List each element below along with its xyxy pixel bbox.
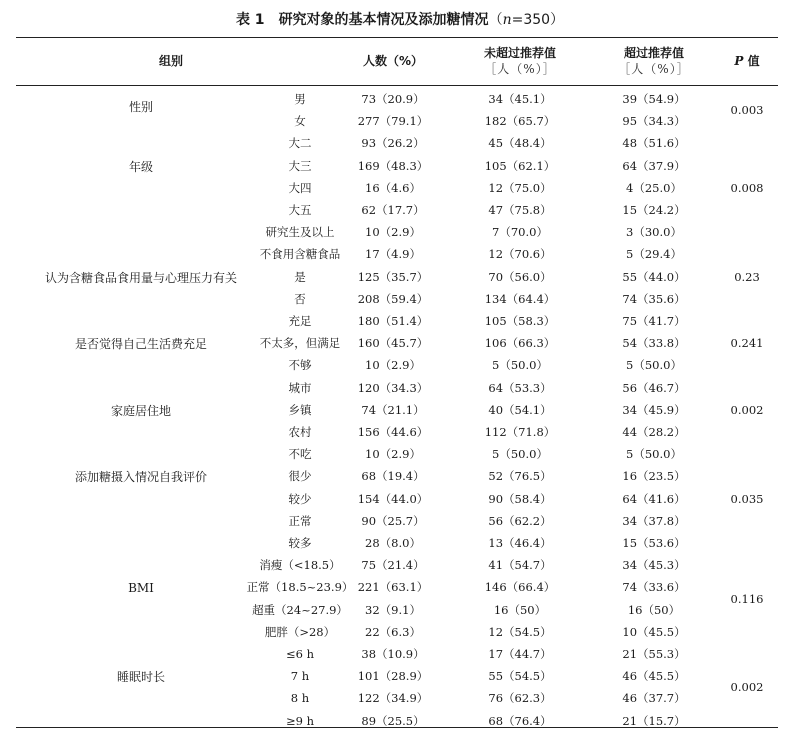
cell-label: 女: [294, 114, 306, 129]
cell-above: 3（30.0）: [626, 225, 682, 240]
cell-label: 超重（24~27.9）: [252, 602, 348, 617]
cell-above: 95（34.3）: [622, 114, 686, 129]
cell-label: 是: [294, 269, 306, 284]
cell-above: 54（33.8）: [622, 336, 686, 351]
cell-label: 不够: [288, 358, 312, 373]
group-name: 睡眠时长: [116, 670, 165, 685]
cell-below: 55（54.5）: [488, 669, 552, 684]
cell-label: 否: [294, 291, 306, 306]
cell-above: 34（45.9）: [622, 402, 686, 417]
header-below-unit: ［人（%）］: [484, 62, 556, 76]
cell-above: 48（51.6）: [622, 136, 686, 151]
cell-above: 21（55.3）: [622, 647, 686, 661]
cell-count: 38（10.9）: [361, 647, 425, 661]
cell-label: 大二: [288, 136, 312, 151]
cell-label: ≤6 h: [285, 647, 314, 661]
cell-below: 106（66.3）: [484, 336, 556, 351]
group-name: 性别: [128, 99, 153, 114]
header-above-unit: ［人（%）］: [618, 62, 690, 76]
cell-label: 男: [294, 92, 306, 106]
table-title: 研究对象的基本情况及添加糖情况: [278, 12, 489, 28]
cell-below: 112（71.8）: [484, 425, 556, 439]
header-group: 组别: [158, 54, 183, 68]
bottom-rule: [16, 727, 778, 728]
cell-label: 大三: [288, 158, 312, 173]
cell-below: 146（66.4）: [484, 580, 556, 595]
cell-above: 16（50）: [627, 602, 681, 617]
cell-label: 城市: [288, 380, 312, 395]
group-name: 认为含糖食品食用量与心理压力有关: [44, 270, 237, 285]
cell-below: 12（54.5）: [488, 624, 552, 639]
cell-count: 160（45.7）: [357, 336, 429, 351]
cell-count: 16（4.6）: [365, 180, 421, 195]
cell-count: 28（8.0）: [365, 536, 421, 550]
p-value: 0.002: [730, 680, 764, 695]
cell-above: 15（53.6）: [622, 536, 686, 550]
cell-above: 74（35.6）: [622, 291, 686, 306]
cell-below: 76（62.3）: [488, 691, 552, 706]
cell-count: 22（6.3）: [365, 624, 421, 639]
cell-below: 34（45.1）: [488, 92, 552, 106]
cell-above: 10（45.5）: [622, 624, 686, 639]
cell-above: 64（41.6）: [622, 491, 686, 506]
cell-above: 74（33.6）: [622, 580, 686, 595]
cell-count: 180（51.4）: [357, 314, 429, 328]
cell-count: 10（2.9）: [365, 447, 421, 462]
cell-label: ≥9 h: [285, 713, 314, 728]
cell-count: 221（63.1）: [357, 580, 429, 595]
cell-count: 68（19.4）: [361, 469, 425, 484]
cell-count: 120（34.3）: [357, 380, 429, 395]
header-count: 人数（%）: [362, 54, 424, 68]
group-name: 家庭居住地: [110, 403, 171, 418]
cell-count: 125（35.7）: [357, 269, 429, 284]
header-above: 超过推荐值 ［人（%）］: [592, 45, 716, 77]
cell-label: 农村: [288, 425, 312, 439]
cell-below: 16（50）: [493, 602, 547, 617]
cell-count: 90（25.7）: [361, 513, 425, 528]
cell-label: 较多: [288, 536, 312, 550]
group-name: 是否觉得自己生活费充足: [74, 337, 207, 352]
cell-label: 消瘦（<18.5）: [259, 558, 341, 573]
cell-above: 56（46.7）: [622, 380, 686, 395]
p-value: 0.23: [734, 269, 760, 284]
table-caption: [0, 10, 800, 30]
cell-below: 90（58.4）: [488, 491, 552, 506]
cell-above: 5（29.4）: [626, 247, 682, 262]
cell-below: 45（48.4）: [488, 136, 552, 151]
cell-above: 39（54.9）: [622, 92, 686, 106]
cell-below: 47（75.8）: [488, 203, 552, 217]
cell-below: 17（44.7）: [488, 647, 552, 661]
cell-label: 正常（18.5~23.9）: [246, 580, 354, 595]
cell-below: 105（58.3）: [484, 314, 556, 328]
cell-label: 肥胖（>28）: [264, 624, 336, 639]
header-p: P 值: [734, 54, 760, 68]
cell-label: 乡镇: [288, 402, 312, 417]
group-name: BMI: [128, 581, 154, 596]
p-value: 0.002: [730, 402, 764, 417]
cell-above: 44（28.2）: [622, 425, 686, 439]
group-name: 年级: [128, 159, 153, 174]
cell-count: 32（9.1）: [365, 602, 421, 617]
cell-count: 17（4.9）: [365, 247, 421, 262]
cell-count: 101（28.9）: [357, 669, 429, 684]
p-value: 0.116: [730, 591, 764, 606]
cell-label: 研究生及以上: [265, 225, 335, 240]
cell-count: 169（48.3）: [357, 158, 429, 173]
top-rule: [16, 37, 778, 38]
cell-count: 208（59.4）: [357, 291, 429, 306]
cell-below: 13（46.4）: [488, 536, 552, 550]
cell-below: 64（53.3）: [488, 380, 552, 395]
cell-above: 46（37.7）: [622, 691, 686, 706]
cell-above: 55（44.0）: [622, 269, 686, 284]
cell-below: 40（54.1）: [488, 402, 552, 417]
cell-below: 56（62.2）: [488, 513, 552, 528]
header-below: 未超过推荐值 ［人（%）］: [458, 45, 582, 77]
caption-paren-close: ）: [550, 12, 565, 28]
p-value: 0.035: [730, 491, 764, 506]
table-number: 表 1: [235, 12, 265, 28]
cell-below: 134（64.4）: [484, 291, 556, 306]
cell-count: 10（2.9）: [365, 358, 421, 373]
cell-count: 122（34.9）: [357, 691, 429, 706]
cell-count: 62（17.7）: [361, 203, 425, 217]
cell-label: 较少: [288, 491, 312, 506]
cell-label: 很少: [288, 469, 312, 484]
cell-label: 不食用含糖食品: [259, 247, 341, 262]
cell-count: 75（21.4）: [361, 558, 425, 573]
cell-count: 156（44.6）: [357, 425, 429, 439]
group-name: 添加糖摄入情况自我评价: [74, 470, 207, 485]
cell-below: 70（56.0）: [488, 269, 552, 284]
cell-above: 46（45.5）: [622, 669, 686, 684]
cell-label: 不太多，但满足: [259, 336, 341, 351]
p-value: 0.003: [730, 103, 764, 118]
cell-below: 7（70.0）: [492, 225, 548, 240]
cell-above: 15（24.2）: [622, 203, 686, 217]
p-value: 0.241: [730, 336, 764, 351]
cell-count: 154（44.0）: [357, 491, 429, 506]
cell-above: 34（37.8）: [622, 513, 686, 528]
cell-label: 充足: [288, 314, 312, 328]
cell-above: 4（25.0）: [626, 180, 682, 195]
cell-label: 不吃: [288, 447, 312, 462]
cell-below: 68（76.4）: [488, 713, 552, 728]
cell-count: 277（79.1）: [357, 114, 429, 129]
cell-below: 12（75.0）: [488, 180, 552, 195]
cell-above: 75（41.7）: [622, 314, 686, 328]
cell-count: 74（21.1）: [361, 402, 425, 417]
cell-count: 89（25.5）: [361, 713, 425, 728]
cell-below: 105（62.1）: [484, 158, 556, 173]
caption-paren-open: （: [488, 12, 503, 28]
cell-above: 21（15.7）: [622, 713, 686, 728]
cell-label: 正常: [288, 513, 312, 528]
cell-label: 8 h: [290, 691, 310, 706]
cell-above: 64（37.9）: [622, 158, 686, 173]
cell-label: 7 h: [290, 669, 310, 684]
caption-n-value: =350: [511, 12, 551, 28]
cell-above: 16（23.5）: [622, 469, 686, 484]
caption-n-symbol: n: [502, 12, 512, 28]
cell-count: 10（2.9）: [365, 225, 421, 240]
p-value: 0.008: [730, 180, 764, 195]
cell-below: 41（54.7）: [488, 558, 552, 573]
cell-below: 12（70.6）: [488, 247, 552, 262]
cell-above: 34（45.3）: [622, 558, 686, 573]
cell-below: 5（50.0）: [492, 358, 548, 373]
cell-below: 182（65.7）: [484, 114, 556, 129]
header-rule: [16, 85, 778, 86]
cell-below: 52（76.5）: [488, 469, 552, 484]
cell-below: 5（50.0）: [492, 447, 548, 462]
cell-count: 93（26.2）: [361, 136, 425, 151]
cell-count: 73（20.9）: [361, 92, 425, 106]
cell-label: 大五: [288, 203, 312, 217]
cell-above: 5（50.0）: [626, 447, 682, 462]
cell-above: 5（50.0）: [626, 358, 682, 373]
cell-label: 大四: [288, 180, 312, 195]
